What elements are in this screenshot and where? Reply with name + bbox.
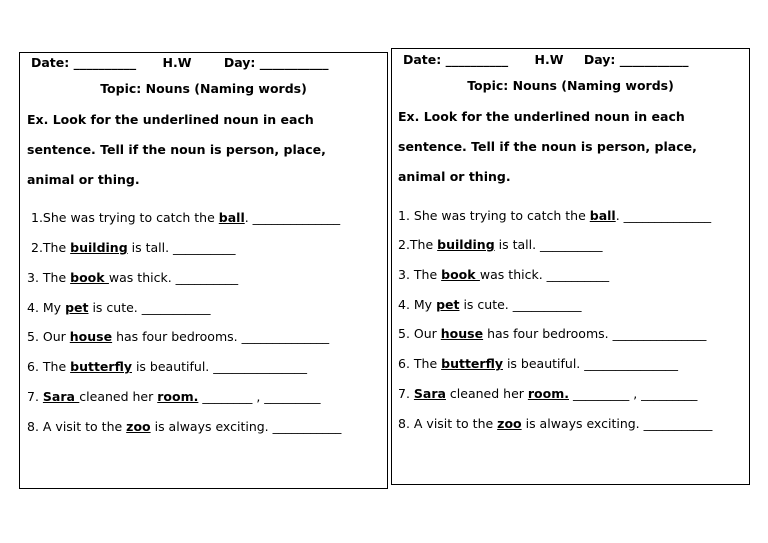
sentence-8 <box>27 419 341 435</box>
underlined-noun: book <box>441 267 480 282</box>
sentence-blank: has four bedrooms. ______________ <box>112 329 330 344</box>
underlined-noun: room. <box>527 386 569 401</box>
sentence-text: 1.She was trying to catch the <box>31 210 219 225</box>
date-field: Date: __________ <box>403 52 509 67</box>
sentence-text: 5. Our <box>27 329 70 344</box>
sentence-text: 8. A visit to the <box>398 416 498 431</box>
sentence-text: 8. A visit to the <box>27 419 127 434</box>
sentence-blank: ________ , _________ <box>198 389 321 404</box>
sentence-text: 2.The <box>31 240 71 255</box>
hw-label: H.W <box>162 55 192 70</box>
sentence-blank: is tall. __________ <box>127 240 236 255</box>
sentence-blank: is always exciting. ___________ <box>150 419 342 434</box>
sentence-text: 5. Our <box>398 326 441 341</box>
sentence-4 <box>27 300 210 316</box>
sentence-8 <box>398 416 712 432</box>
sentence-text: cleaned her <box>79 389 158 404</box>
underlined-noun: ball <box>589 208 616 223</box>
underlined-noun: house <box>69 329 113 344</box>
topic-title: Topic: Nouns (Naming words) <box>100 81 307 96</box>
sentence-3 <box>27 270 238 286</box>
worksheet-right <box>391 48 750 485</box>
sentence-2 <box>398 237 603 253</box>
topic-title: Topic: Nouns (Naming words) <box>467 78 674 93</box>
sentence-6 <box>398 356 678 372</box>
sentence-text: 3. The <box>27 270 71 285</box>
instruction-line: animal or thing. <box>398 169 511 184</box>
underlined-noun: pet <box>65 300 89 315</box>
underlined-noun: room. <box>157 389 199 404</box>
sentence-text: 7. <box>27 389 43 404</box>
sentence-text: 1. She was trying to catch the <box>398 208 590 223</box>
sentence-text: 6. The <box>27 359 71 374</box>
sentence-2 <box>31 240 236 256</box>
sentence-blank: _________ , _________ <box>569 386 698 401</box>
sentence-blank: is always exciting. ___________ <box>521 416 713 431</box>
hw-label: H.W <box>534 52 564 67</box>
sentence-blank: is cute. ___________ <box>459 297 582 312</box>
sentence-4 <box>398 297 581 313</box>
instruction-line: sentence. Tell if the noun is person, place, <box>27 142 326 157</box>
underlined-noun: ball <box>218 210 245 225</box>
sentence-text: 4. My <box>27 300 66 315</box>
underlined-noun: zoo <box>497 416 522 431</box>
sentence-blank: is beautiful. _______________ <box>502 356 678 371</box>
day-field: Day: ___________ <box>223 55 329 70</box>
underlined-noun: zoo <box>126 419 151 434</box>
sentence-blank: is tall. __________ <box>494 237 603 252</box>
instruction-line: animal or thing. <box>27 172 140 187</box>
underlined-noun: building <box>437 237 495 252</box>
sentence-blank: . ______________ <box>244 210 341 225</box>
sentence-blank: is cute. ___________ <box>88 300 211 315</box>
sentence-text: 4. My <box>398 297 437 312</box>
instruction-line: Ex. Look for the underlined noun in each <box>27 112 314 127</box>
sentence-text: 2.The <box>398 237 438 252</box>
sentence-1 <box>31 210 340 226</box>
sentence-blank: has four bedrooms. _______________ <box>483 326 707 341</box>
underlined-noun: pet <box>436 297 460 312</box>
underlined-noun: house <box>440 326 484 341</box>
underlined-noun: butterfly <box>70 359 132 374</box>
sentence-blank: was thick. __________ <box>479 267 610 282</box>
sentence-3 <box>398 267 609 283</box>
underlined-noun: building <box>70 240 128 255</box>
underlined-noun: Sara <box>413 386 446 401</box>
worksheet-left <box>19 52 388 489</box>
sentence-text: 7. <box>398 386 414 401</box>
sentence-text: cleaned her <box>445 386 528 401</box>
sentence-blank: was thick. __________ <box>108 270 239 285</box>
worksheet-header <box>31 55 329 71</box>
underlined-noun: butterfly <box>441 356 503 371</box>
sentence-5 <box>27 329 329 345</box>
sentence-text: 6. The <box>398 356 442 371</box>
sentence-6 <box>27 359 307 375</box>
sentence-7 <box>27 389 321 405</box>
sentence-blank: is beautiful. _______________ <box>131 359 307 374</box>
sentence-1 <box>398 208 711 224</box>
sentence-7 <box>398 386 697 402</box>
instruction-line: sentence. Tell if the noun is person, place, <box>398 139 697 154</box>
day-field: Day: ___________ <box>583 52 689 67</box>
underlined-noun: Sara <box>42 389 80 404</box>
sentence-text: 3. The <box>398 267 442 282</box>
sentence-5 <box>398 326 706 342</box>
underlined-noun: book <box>70 270 109 285</box>
worksheet-header <box>403 52 689 68</box>
sentence-blank: . ______________ <box>615 208 712 223</box>
instruction-line: Ex. Look for the underlined noun in each <box>398 109 685 124</box>
date-field: Date: __________ <box>31 55 137 70</box>
